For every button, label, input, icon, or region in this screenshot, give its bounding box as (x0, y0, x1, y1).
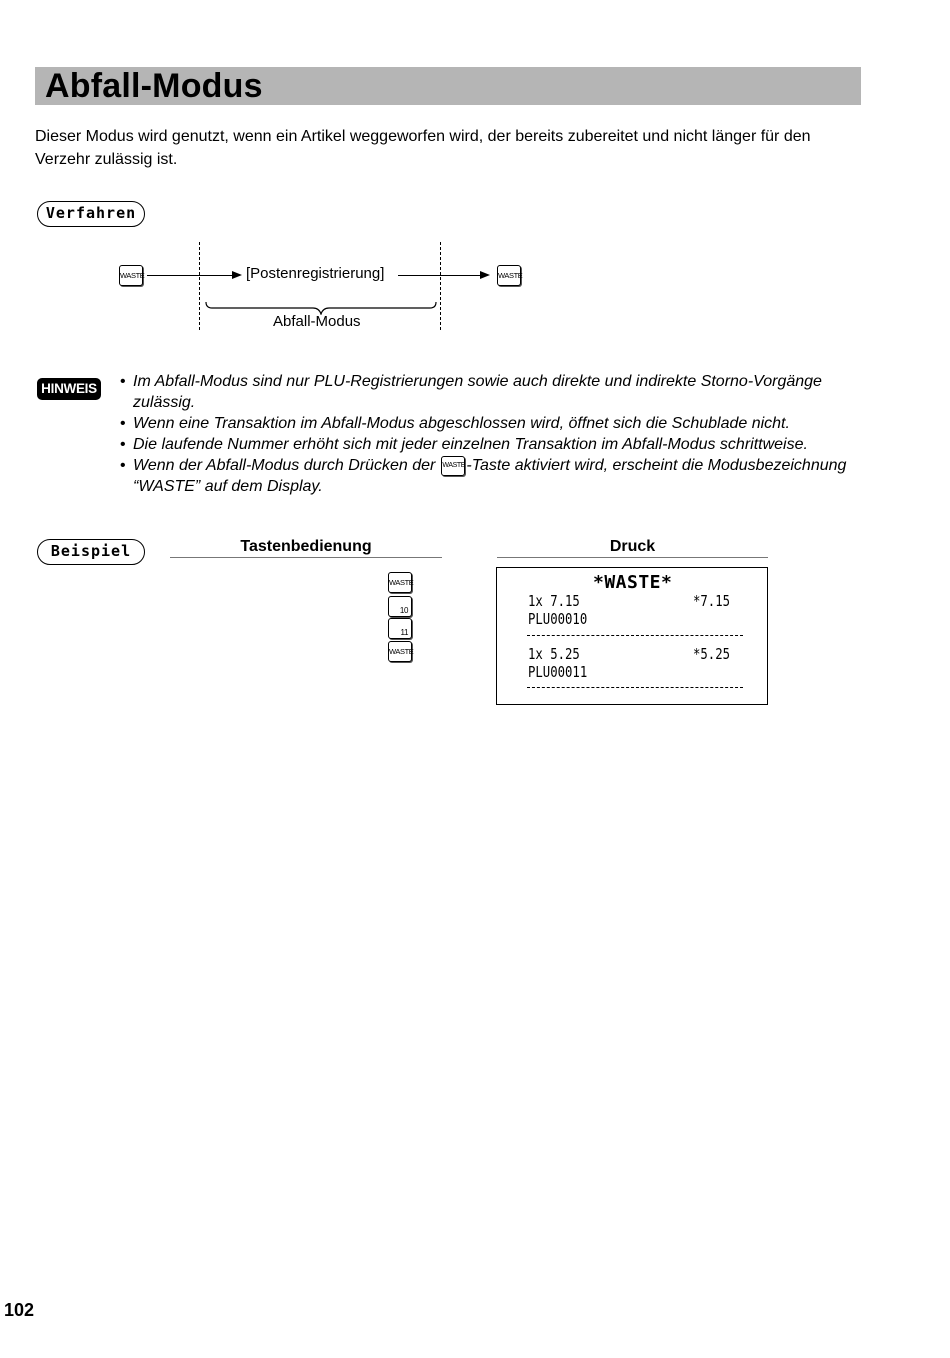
brace-label: Abfall-Modus (273, 313, 361, 330)
receipt-printout (496, 567, 768, 705)
note-item (118, 455, 858, 497)
waste-key-step-4: WASTE (388, 641, 412, 662)
note-item: • Wenn eine Transaktion im Abfall-Modus abgeschlossen wird, öffnet sich die Schublade nicht. (118, 413, 858, 434)
arrow-head-1 (232, 271, 242, 279)
notes-list (118, 371, 858, 497)
keys-heading-rule (170, 557, 442, 558)
receipt-plu: PLU00011 (528, 663, 588, 681)
dashed-divider-left (199, 242, 200, 330)
note-item: • Im Abfall-Modus sind nur PLU-Registrierungen sowie auch direkte und indirekte Storno-Vorgänge zulässig. (118, 371, 858, 413)
print-heading-rule (497, 557, 768, 558)
number-key-11: 11 (388, 618, 412, 639)
receipt-plu: PLU00010 (528, 610, 588, 628)
receipt-title: *WASTE* (593, 572, 673, 593)
procedure-label: Verfahren (37, 201, 145, 227)
intro-paragraph: Dieser Modus wird genutzt, wenn ein Artikel weggeworfen wird, der bereits zubereitet und nicht länger für den Verzehr zulässig ist. (35, 128, 811, 168)
note-text-before: Wenn der Abfall-Modus durch Drücken der (133, 457, 436, 474)
note-text-after: -Taste aktiviert wird, erscheint die Modusbezeichnung “WASTE” auf dem Display. (133, 457, 847, 495)
print-heading: Druck (609, 538, 656, 555)
receipt-amount: *5.25 (693, 645, 731, 663)
arrow-line-2 (398, 275, 480, 276)
dashed-divider-right (440, 242, 441, 330)
title-bar (35, 67, 861, 105)
arrow-head-2 (480, 271, 490, 279)
page-number: 102 (4, 1300, 35, 1320)
page-title: Abfall-Modus (45, 67, 263, 105)
example-label: Beispiel (37, 539, 145, 565)
receipt-qty-price: 1x 5.25 (528, 645, 580, 663)
keys-heading: Tastenbedienung (240, 538, 372, 555)
waste-key-step-1: WASTE (388, 572, 412, 593)
receipt-separator (527, 635, 743, 636)
waste-key-start: WASTE (119, 265, 143, 286)
arrow-line-1 (147, 275, 233, 276)
waste-key-end: WASTE (497, 265, 521, 286)
receipt-qty-price: 1x 7.15 (528, 592, 580, 610)
note-item: • Die laufende Nummer erhöht sich mit jeder einzelnen Transaktion im Abfall-Modus schrittweise. (118, 434, 858, 455)
receipt-separator (527, 687, 743, 688)
item-registration-label: [Postenregistrierung] (246, 265, 385, 282)
waste-key-inline: WASTE (441, 456, 465, 476)
hinweis-badge: HINWEIS (37, 378, 101, 400)
receipt-amount: *7.15 (693, 592, 731, 610)
number-key-10: 10 (388, 596, 412, 617)
